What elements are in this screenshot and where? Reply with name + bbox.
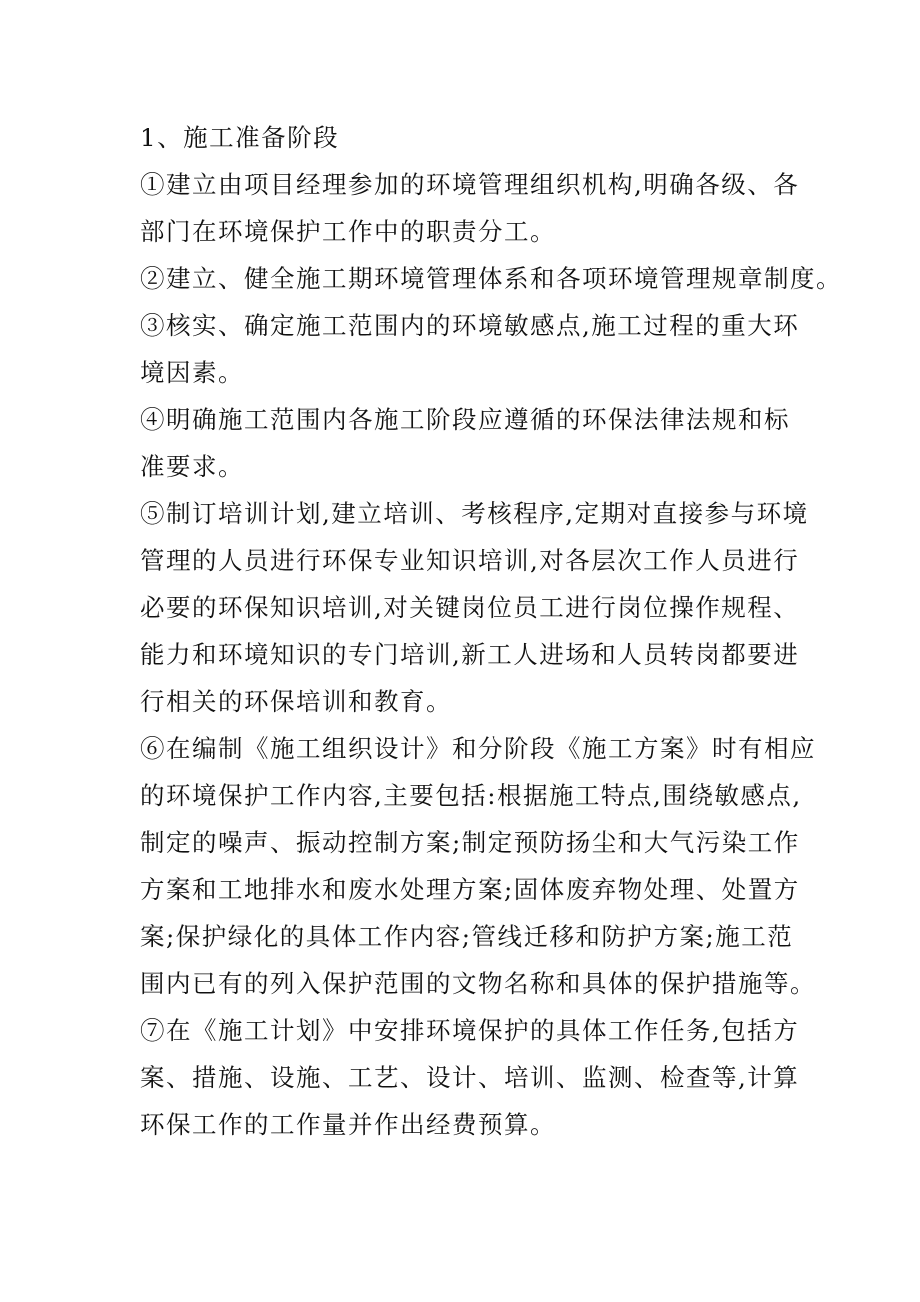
text-line: 环保工作的工作量并作出经费预算。 [140, 1110, 556, 1139]
text-line: ②建立、健全施工期环境管理体系和各项环境管理规章制度。 [140, 264, 842, 293]
document-body [140, 114, 842, 1148]
text-line: 行相关的环保培训和教育。 [140, 687, 452, 716]
text-line: 围内已有的列入保护范围的文物名称和具体的保护措施等。 [140, 969, 816, 998]
text-line: ①建立由项目经理参加的环境管理组织机构,明确各级、各 [140, 170, 800, 199]
text-line: ⑦在《施工计划》中安排环境保护的具体工作任务,包括方 [140, 1016, 800, 1045]
text-line: ⑥在编制《施工组织设计》和分阶段《施工方案》时有相应 [140, 734, 816, 763]
text-line: ⑤制订培训计划,建立培训、考核程序,定期对直接参与环境 [140, 499, 809, 528]
text-line: 制定的噪声、振动控制方案;制定预防扬尘和大气污染工作 [140, 828, 800, 857]
text-line: ④明确施工范围内各施工阶段应遵循的环保法律法规和标 [140, 405, 790, 434]
text-line: 部门在环境保护工作中的职责分工。 [140, 217, 556, 246]
text-line: ③核实、确定施工范围内的环境敏感点,施工过程的重大环 [140, 311, 800, 340]
section-heading: 1、施工准备阶段 [140, 123, 340, 152]
text-line: 境因素。 [140, 358, 244, 387]
text-line: 的环境保护工作内容,主要包括:根据施工特点,围绕敏感点, [140, 781, 802, 810]
text-line: 管理的人员进行环保专业知识培训,对各层次工作人员进行 [140, 546, 800, 575]
text-line: 准要求。 [140, 452, 244, 481]
text-line: 案、措施、设施、工艺、设计、培训、监测、检查等,计算 [140, 1063, 800, 1092]
text-line: 方案和工地排水和废水处理方案;固体废弃物处理、处置方 [140, 875, 800, 904]
text-line: 案;保护绿化的具体工作内容;管线迁移和防护方案;施工范 [140, 922, 794, 951]
text-line: 能力和环境知识的专门培训,新工人进场和人员转岗都要进 [140, 640, 800, 669]
text-line: 必要的环保知识培训,对关键岗位员工进行岗位操作规程、 [140, 593, 800, 622]
